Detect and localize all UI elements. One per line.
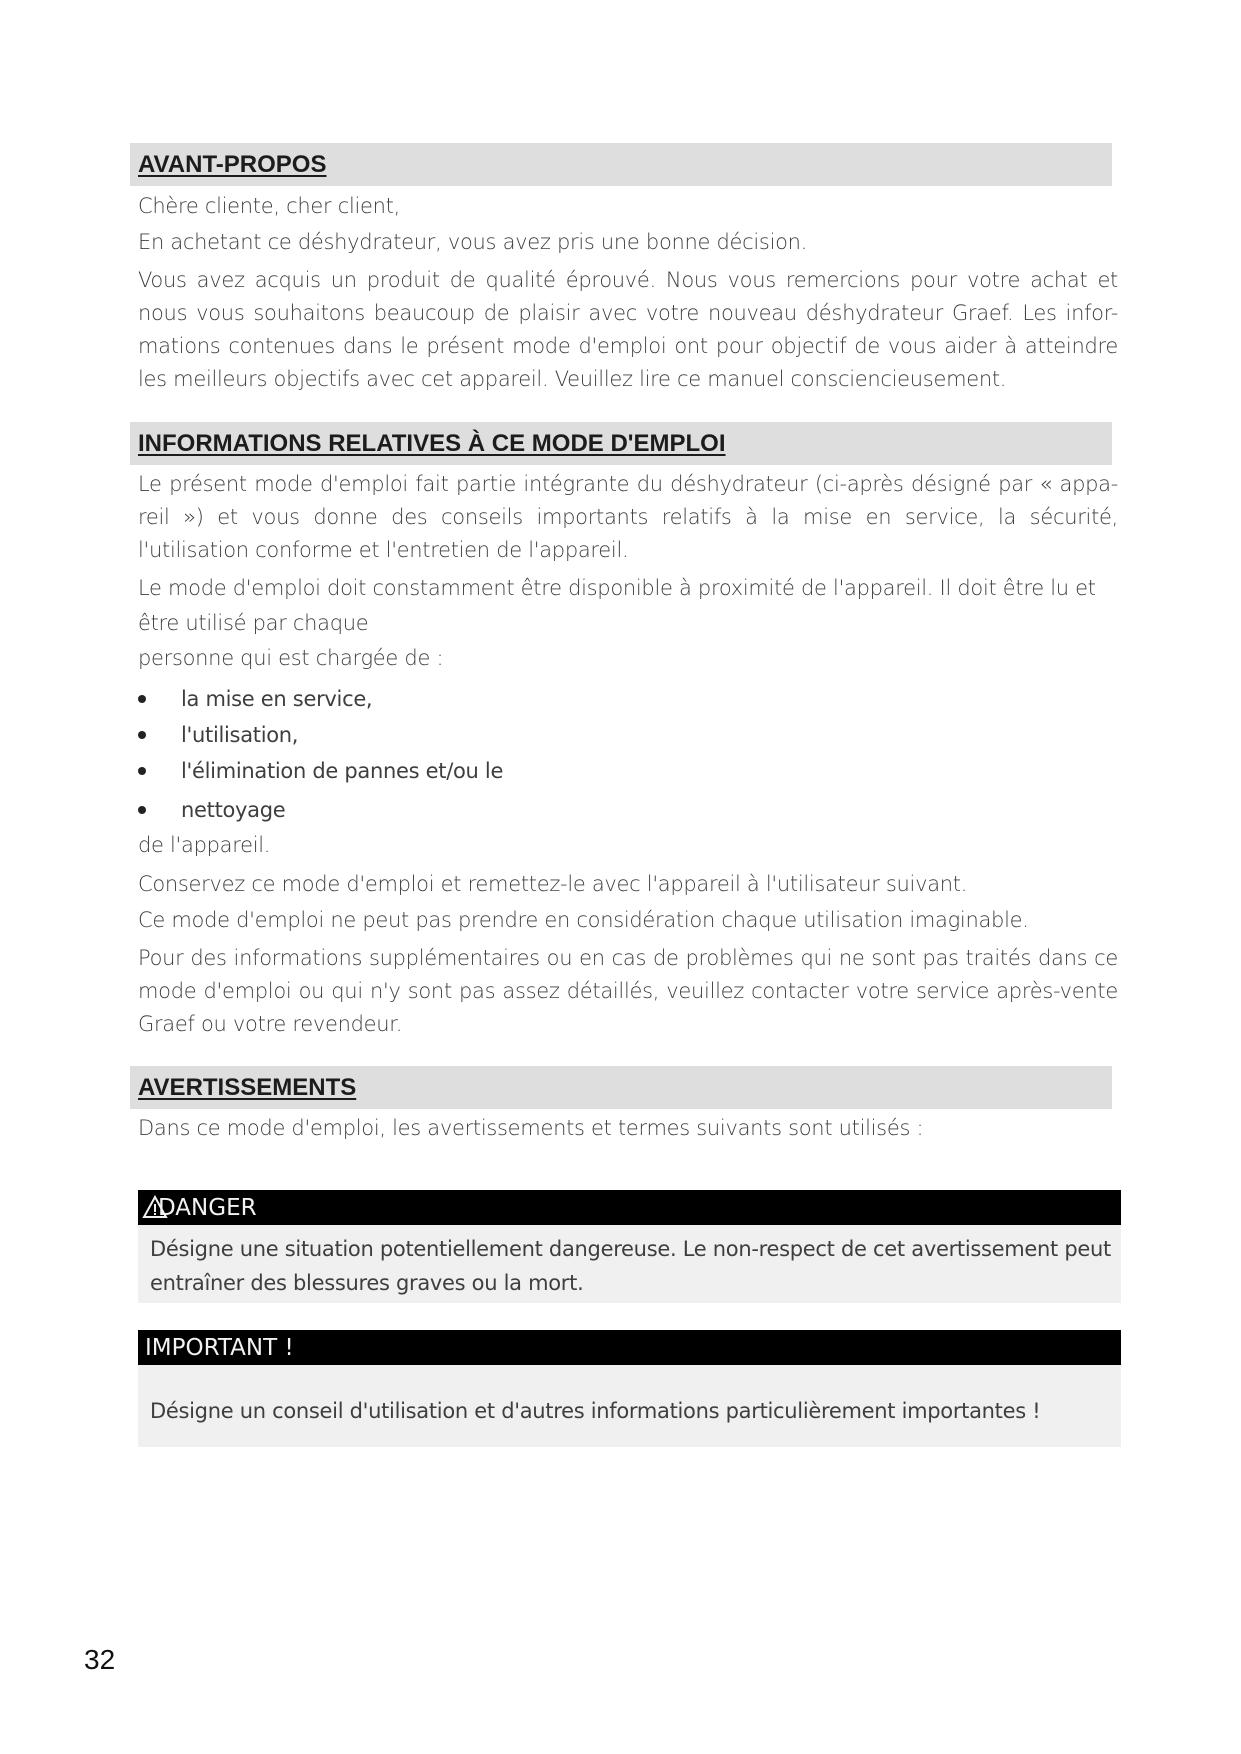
- bullet-dot-icon: [138, 806, 146, 814]
- important-text-box: [138, 1365, 1121, 1447]
- paragraph: Le mode d'emploi doit constamment être disponible à proximité de l'appareil. Il doit être lu et: [138, 576, 1096, 600]
- paragraph: Dans ce mode d'emploi, les avertissements et termes suivants sont utilisés :: [138, 1116, 924, 1140]
- section-heading-avant-propos: [130, 143, 1112, 186]
- paragraph: de l'appareil.: [138, 833, 271, 857]
- paragraph: Vous avez acquis un produit de qualité éprouvé. Nous vous remercions pour votre achat et nous vous souhaitons beaucoup de plaisir avec votre nouveau déshydrateur Graef. Les infor-mations contenues dans le présent mode d'emploi ont pour objectif de vous aider à atteindre les meilleurs objectifs avec cet appareil. Veuillez lire ce manuel consciencieusement.: [138, 268, 1118, 391]
- danger-header: [138, 1190, 1121, 1225]
- heading-text: AVANT-PROPOS: [138, 151, 327, 178]
- list-item: [138, 793, 838, 827]
- heading-text: AVERTISSEMENTS: [138, 1074, 357, 1101]
- danger-label: DANGER: [158, 1195, 257, 1221]
- danger-text: Désigne une situation potentiellement dangereuse. Le non-respect de cet avertissement peut entraîner des blessures graves ou la mort.: [150, 1237, 1111, 1295]
- danger-text-box: [138, 1225, 1121, 1303]
- paragraph: Chère cliente, cher client,: [138, 194, 400, 218]
- section-heading-informations: [130, 422, 1112, 465]
- list-item: [138, 682, 838, 716]
- important-header: [138, 1330, 1121, 1365]
- paragraph: Conservez ce mode d'emploi et remettez-le avec l'appareil à l'utilisateur suivant.: [138, 872, 968, 896]
- important-label: IMPORTANT !: [145, 1335, 294, 1361]
- paragraph: Le présent mode d'emploi fait partie intégrante du déshydrateur (ci-après désigné par « appa-reil ») et vous donne des conseils importants relatifs à la mise en service, la sécurité, l'utilisation conforme et l'entretien de l'appareil.: [138, 472, 1118, 562]
- list-item-label: nettoyage: [181, 798, 286, 822]
- paragraph: Pour des informations supplémentaires ou en cas de problèmes qui ne sont pas traités dans ce mode d'emploi ou qui n'y sont pas assez détaillés, veuillez contacter votre service après-vente Graef ou votre revendeur.: [138, 946, 1118, 1036]
- important-text: Désigne un conseil d'utilisation et d'autres informations particulièrement importantes !: [150, 1399, 1041, 1423]
- list-item-label: la mise en service,: [181, 687, 373, 711]
- section-heading-avertissements: [130, 1066, 1112, 1109]
- list-item-label: l'élimination de pannes et/ou le: [181, 759, 504, 783]
- paragraph: être utilisé par chaque: [138, 611, 369, 635]
- list-item: [138, 754, 838, 788]
- list-item: [138, 718, 838, 752]
- paragraph: personne qui est chargée de :: [138, 646, 444, 670]
- paragraph: En achetant ce déshydrateur, vous avez pris une bonne décision.: [138, 230, 808, 254]
- heading-text: INFORMATIONS RELATIVES À CE MODE D'EMPLOI: [138, 430, 726, 457]
- bullet-dot-icon: [138, 767, 146, 775]
- bullet-dot-icon: [138, 731, 146, 739]
- bullet-dot-icon: [138, 695, 146, 703]
- paragraph: Ce mode d'emploi ne peut pas prendre en considération chaque utilisation imaginable.: [138, 908, 1029, 932]
- page-number: 32: [84, 1644, 116, 1675]
- list-item-label: l'utilisation,: [181, 723, 299, 747]
